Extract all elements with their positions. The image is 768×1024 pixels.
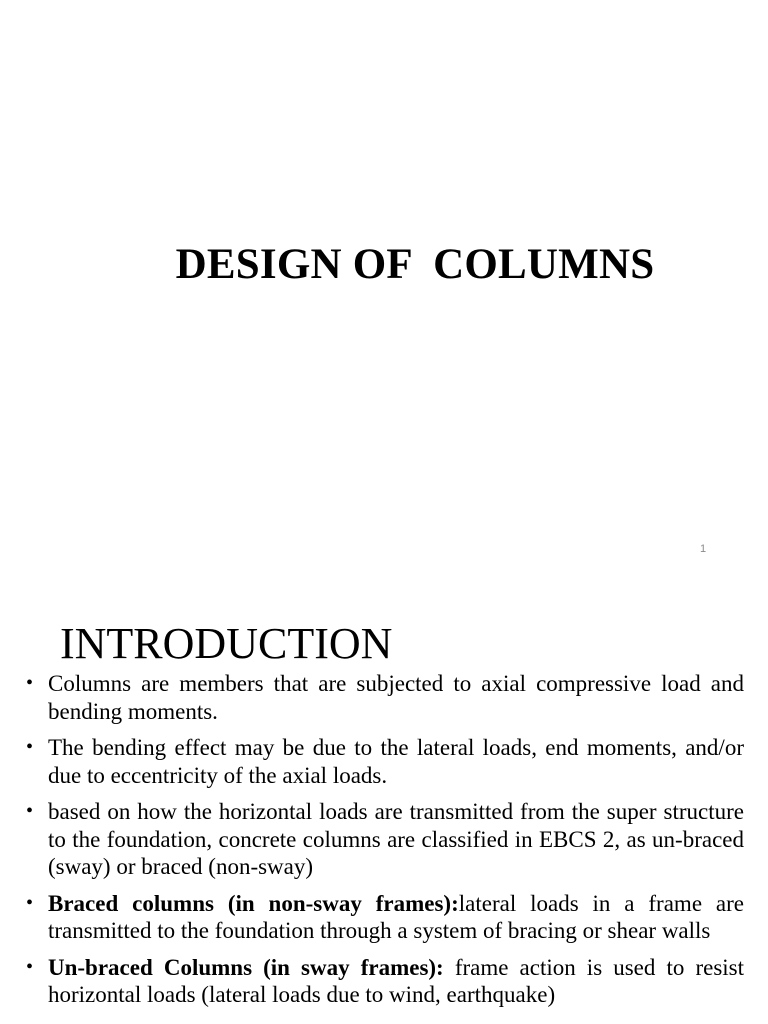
- bullet-item: [24, 670, 744, 725]
- bullet-item: [24, 890, 744, 945]
- bullet-icon: •: [26, 800, 34, 822]
- bullet-text: The bending effect may be due to the lateral loads, end moments, and/or due to eccentricity of the axial loads.: [48, 735, 744, 788]
- bullet-item: [24, 734, 744, 789]
- bullet-text: based on how the horizontal loads are transmitted from the super structure to the foundation, concrete columns are classified in EBCS 2, as un-braced (sway) or braced (non-sway): [48, 799, 744, 879]
- slide-title: DESIGN OF COLUMNS: [175, 241, 655, 288]
- bullet-icon: •: [26, 736, 34, 758]
- bullet-icon: •: [26, 672, 34, 694]
- bullet-item: [24, 798, 744, 881]
- bullet-text: frame action is used to resist horizontal loads (lateral loads due to wind, earthquake): [48, 954, 745, 1007]
- section-heading: INTRODUCTION: [60, 619, 393, 668]
- bullet-text: lateral loads in a frame are transmitted to the foundation through a system of bracing or shear walls: [48, 890, 744, 943]
- page-number: 1: [700, 543, 707, 555]
- introduction-slide: [0, 576, 768, 1024]
- bullet-icon: •: [26, 891, 34, 914]
- bullet-text: Columns are members that are subjected to axial compressive load and bending moments.: [48, 671, 744, 724]
- bullet-bold-term: Un-braced Columns (in sway frames):: [48, 954, 455, 980]
- bullet-item: [24, 954, 744, 1009]
- bullet-icon: •: [26, 955, 34, 978]
- bullet-bold-term: Braced columns (in non-sway frames):: [48, 890, 459, 916]
- bullet-list: [24, 670, 744, 1018]
